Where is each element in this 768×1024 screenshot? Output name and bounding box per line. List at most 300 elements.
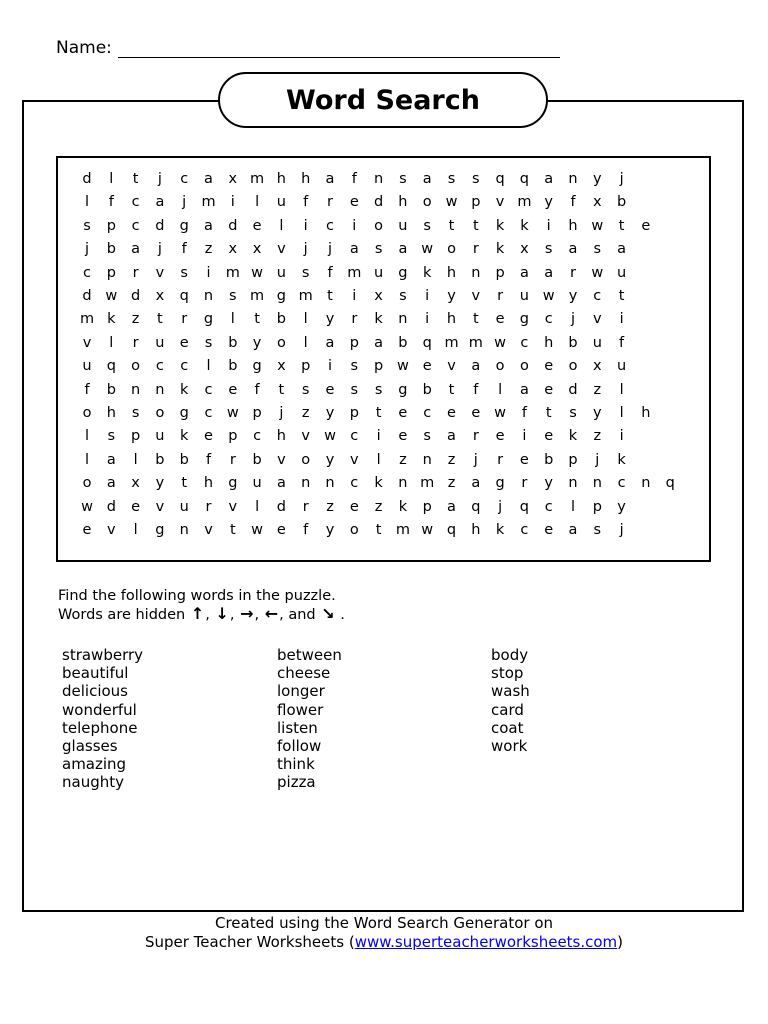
separator: , [254, 607, 260, 623]
grid-letter: h [203, 475, 214, 492]
grid-letter: e [544, 358, 554, 375]
word-list-column-3 [491, 646, 530, 755]
separator: , [205, 607, 210, 623]
instructions-line-2 [58, 605, 345, 624]
grid-letter: k [495, 241, 505, 258]
grid-letter: x [155, 288, 165, 304]
grid-letter: e [204, 428, 213, 445]
grid-letter: x [520, 241, 529, 258]
word-item: card [491, 700, 524, 719]
grid-letter: o [374, 217, 384, 234]
grid-letter: k [374, 311, 383, 328]
grid-letter: b [398, 334, 408, 351]
grid-letter: i [522, 428, 527, 445]
grid-letter: e [228, 381, 238, 398]
footer-line-2 [0, 933, 768, 952]
grid-letter: o [519, 358, 529, 375]
grid-letter: n [641, 475, 651, 492]
grid-letter: c [520, 334, 529, 351]
grid-letter: v [471, 288, 481, 304]
grid-letter: y [593, 405, 602, 421]
grid-letter: g [179, 217, 189, 234]
left-arrow-icon: ← [264, 604, 279, 623]
grid-letter: s [472, 171, 480, 187]
word-item: naughty [62, 773, 124, 792]
grid-letter: o [131, 358, 141, 375]
grid-letter: v [155, 498, 165, 515]
grid-letter: v [228, 498, 238, 515]
grid-letter: h [446, 311, 457, 328]
grid-letter: p [495, 264, 505, 281]
grid-letter: x [593, 194, 602, 211]
grid-letter: h [276, 171, 286, 187]
word-item: think [277, 755, 315, 774]
grid-letter: c [180, 358, 189, 375]
grid-letter: f [570, 194, 576, 211]
grid-letter: a [471, 475, 481, 492]
word-item: wonderful [62, 700, 137, 719]
grid-letter: s [423, 428, 431, 445]
grid-letter: e [252, 217, 262, 234]
grid-letter: l [255, 194, 260, 211]
grid-letter: h [301, 171, 311, 187]
grid-letter: l [376, 451, 381, 468]
grid-letter: f [619, 334, 625, 351]
grid-letter: v [301, 428, 310, 445]
grid-letter: o [422, 194, 432, 211]
grid-letter: d [82, 288, 92, 304]
grid-letter: g [228, 475, 238, 492]
grid-letter: m [444, 334, 459, 351]
grid-letter: m [250, 288, 265, 304]
grid-letter: b [616, 194, 627, 211]
grid-letter: d [276, 498, 286, 515]
grid-letter: k [568, 428, 578, 445]
grid-letter: f [84, 381, 90, 398]
grid-letter: a [106, 475, 116, 492]
grid-letter: e [276, 522, 286, 538]
grid-letter: s [180, 264, 188, 281]
grid-letter: c [520, 522, 529, 538]
grid-letter: f [303, 194, 309, 211]
grid-letter: i [230, 194, 235, 211]
grid-letter: q [519, 171, 529, 187]
grid-letter: s [350, 358, 359, 375]
grid-letter: a [131, 241, 141, 258]
grid-letter: r [497, 451, 504, 468]
grid-letter: f [351, 171, 357, 187]
page-title: Word Search [218, 72, 548, 128]
grid-letter: t [448, 381, 455, 398]
grid-letter: t [181, 475, 188, 492]
grid-letter: c [253, 428, 262, 445]
separator: , [229, 607, 235, 623]
grid-letter: o [447, 241, 456, 258]
name-line[interactable] [118, 39, 560, 58]
grid-letter: d [155, 217, 165, 234]
grid-letter: g [519, 311, 529, 328]
grid-letter: a [617, 241, 627, 258]
grid-letter: p [106, 217, 116, 234]
grid-letter: y [325, 311, 335, 328]
grid-letter: x [252, 241, 262, 258]
grid-letter: b [179, 451, 189, 468]
up-arrow-icon: ↑ [190, 604, 205, 623]
grid-letter: a [204, 171, 213, 187]
grid-letter: e [325, 381, 335, 398]
grid-letter: e [398, 428, 408, 445]
grid-letter: y [252, 334, 262, 351]
grid-letter: a [519, 381, 529, 398]
grid-letter: l [84, 428, 90, 445]
grid-letter: j [303, 241, 308, 258]
grid-letter: a [374, 334, 384, 351]
grid-letter: n [422, 451, 432, 468]
word-list-column-2 [277, 646, 342, 792]
grid-letter: g [179, 405, 189, 421]
grid-letter: r [472, 428, 479, 445]
grid-letter: o [155, 405, 165, 421]
grid-letter: s [301, 264, 310, 281]
grid-letter: k [495, 522, 505, 538]
grid-letter: w [105, 288, 118, 304]
grid-letter: u [276, 194, 286, 211]
grid-letter: o [495, 358, 505, 375]
grid-letter: x [228, 171, 238, 187]
grid-letter: x [593, 358, 602, 375]
grid-letter: u [82, 358, 92, 375]
grid-letter: r [327, 194, 333, 211]
grid-letter: p [349, 405, 359, 421]
grid-letter: l [84, 194, 90, 211]
grid-letter: x [277, 358, 286, 375]
grid-letter: z [374, 498, 383, 515]
grid-letter: b [155, 451, 165, 468]
grid-letter: h [106, 405, 116, 421]
grid-letter: j [157, 171, 162, 187]
grid-letter: j [595, 451, 600, 468]
grid-letter: f [254, 381, 260, 398]
grid-letter: y [325, 405, 335, 421]
footer-line-1: Created using the Word Search Generator on [214, 914, 554, 932]
grid-letter: y [447, 288, 456, 304]
grid-letter: w [591, 217, 604, 234]
grid-letter: i [376, 428, 381, 445]
grid-letter: b [106, 241, 116, 258]
grid-letter: m [420, 475, 435, 492]
grid-letter: q [106, 358, 116, 375]
grid-letter: p [373, 358, 384, 375]
grid-letter: h [276, 428, 286, 445]
grid-letter: m [225, 264, 240, 281]
grid-letter: q [495, 171, 505, 187]
grid-letter: p [471, 194, 481, 211]
grid-letter: z [399, 451, 407, 468]
grid-letter: h [544, 334, 554, 351]
grid-letter: w [226, 405, 239, 421]
word-item: work [491, 737, 528, 756]
down-arrow-icon: ↓ [215, 604, 229, 623]
grid-letter: k [179, 381, 189, 398]
grid-letter: w [81, 498, 93, 515]
grid-letter: a [276, 475, 286, 492]
grid-letter: o [301, 451, 311, 468]
grid-letter: n [203, 288, 214, 304]
grid-letter: w [396, 358, 409, 375]
grid-letter: q [446, 522, 457, 538]
grid-letter: t [229, 522, 236, 538]
grid-letter: e [471, 405, 481, 421]
word-item: between [277, 646, 342, 664]
grid-letter: s [204, 334, 213, 351]
grid-letter: e [131, 498, 141, 515]
grid-letter: t [132, 171, 139, 187]
grid-letter: h [446, 264, 457, 281]
grid-letter: v [593, 311, 602, 328]
grid-letter: c [544, 311, 553, 328]
grid-letter: k [398, 498, 408, 515]
word-item: beautiful [62, 664, 129, 683]
grid-letter: u [276, 264, 286, 281]
instructions-prefix: Words are hidden [58, 607, 186, 623]
grid-letter: u [592, 334, 602, 351]
grid-letter: a [447, 498, 456, 515]
grid-letter: r [205, 498, 212, 515]
grid-letter: j [157, 241, 162, 258]
grid-letter: g [398, 381, 408, 398]
grid-letter: a [349, 241, 359, 258]
grid-letter: p [422, 498, 432, 515]
grid-letter: p [568, 451, 578, 468]
grid-letter: e [544, 381, 554, 398]
grid-letter: s [374, 241, 383, 258]
grid-letter: y [568, 288, 578, 304]
grid-letter: v [495, 194, 505, 211]
grid-letter: n [568, 475, 578, 492]
grid-letter: r [302, 498, 309, 515]
grid-letter: a [568, 522, 578, 538]
grid-letter: e [349, 498, 359, 515]
grid-letter: b [544, 451, 554, 468]
grid-letter: w [251, 522, 264, 538]
grid-letter: c [544, 498, 553, 515]
grid-letter: l [255, 498, 260, 515]
grid-letter: q [179, 288, 189, 304]
grid-letter: s [593, 241, 602, 258]
grid-letter: q [519, 498, 529, 515]
grid-letter: w [421, 241, 434, 258]
grid-letter: r [132, 334, 139, 351]
grid-letter: g [276, 288, 286, 304]
grid-letter: p [130, 428, 141, 445]
grid-letter: g [155, 522, 165, 538]
instructions [58, 587, 345, 624]
grid-letter: v [447, 358, 456, 375]
name-field-row [56, 38, 560, 58]
grid-letter: n [155, 381, 165, 398]
grid-letter: f [521, 405, 527, 421]
word-item: wash [491, 682, 530, 701]
grid-letter: u [616, 358, 627, 375]
grid-letter: k [107, 311, 116, 328]
grid-letter: k [520, 217, 529, 234]
grid-letter: e [495, 311, 505, 328]
grid-letter: t [375, 522, 382, 538]
grid-letter: l [206, 358, 211, 375]
grid-letter: a [325, 334, 335, 351]
grid-letter: l [109, 171, 114, 187]
grid-letter: g [398, 264, 408, 281]
grid-letter: j [473, 451, 478, 468]
grid-letter: t [618, 217, 625, 234]
grid-letter: v [155, 264, 165, 281]
grid-letter: y [544, 194, 553, 211]
grid-letter: i [352, 288, 357, 304]
grid-letter: p [349, 334, 359, 351]
diagonal-arrow-icon: ↘ [321, 604, 335, 623]
grid-letter: k [374, 475, 383, 492]
grid-letter: f [108, 194, 114, 211]
grid-letter: e [447, 405, 456, 421]
grid-letter: h [568, 217, 578, 234]
grid-letter: r [351, 311, 358, 328]
grid-letter: t [254, 311, 260, 328]
grid-letter: i [425, 311, 430, 328]
grid-letter: s [107, 428, 116, 445]
grid-letter: e [519, 451, 529, 468]
grid-letter: c [155, 358, 164, 375]
grid-letter: n [592, 475, 602, 492]
grid-letter: m [517, 194, 532, 211]
grid-letter: l [498, 381, 503, 398]
grid-letter: c [131, 217, 140, 234]
grid-letter: e [82, 522, 92, 538]
grid-letter: k [495, 217, 505, 234]
grid-letter: w [591, 264, 604, 281]
grid-letter: w [421, 522, 434, 538]
grid-letter: z [593, 381, 602, 398]
grid-letter: d [130, 288, 141, 304]
grid-letter: a [325, 171, 335, 187]
grid-letter: y [325, 522, 335, 538]
grid-letter: r [472, 241, 479, 258]
grid-letter: a [544, 264, 554, 281]
grid-letter: e [422, 358, 432, 375]
grid-letter: c [204, 381, 213, 398]
grid-letter: w [542, 288, 555, 304]
grid-letter: p [592, 498, 602, 515]
grid-letter: l [619, 405, 624, 421]
grid-letter: f [181, 241, 187, 258]
grid-letter: b [106, 381, 116, 398]
grid-letter: i [303, 217, 308, 234]
word-item: listen [277, 718, 318, 737]
grid-letter: c [326, 217, 334, 234]
grid-letter: i [206, 264, 211, 281]
grid-letter: s [399, 171, 407, 187]
grid-letter: b [422, 381, 432, 398]
grid-letter: v [277, 241, 286, 258]
grid-letter: t [545, 405, 552, 421]
grid-letter: n [301, 475, 311, 492]
grid-letter: e [544, 522, 554, 538]
grid-letter: o [82, 475, 92, 492]
grid-letter: u [519, 288, 529, 304]
grid-letter: l [133, 451, 138, 468]
footer-link[interactable]: www.superteacherworksheets.com [354, 932, 618, 951]
word-item: strawberry [62, 646, 144, 664]
grid-letter: a [398, 241, 408, 258]
footer-prefix: Super Teacher Worksheets ( [144, 932, 355, 951]
grid-letter: o [82, 405, 92, 421]
grid-letter: e [641, 217, 651, 234]
grid-letter: u [616, 264, 627, 281]
grid-letter: q [665, 475, 675, 492]
word-item: flower [277, 700, 324, 719]
grid-letter: z [204, 241, 213, 258]
grid-letter: w [494, 334, 507, 351]
grid-letter: y [593, 171, 602, 187]
grid-letter: z [447, 451, 456, 468]
grid-letter: u [398, 217, 408, 234]
grid-letter: r [181, 311, 188, 328]
grid-letter: c [617, 475, 626, 492]
grid-letter: o [349, 522, 359, 538]
grid-letter: b [276, 311, 286, 328]
grid-letter: y [617, 498, 626, 515]
grid-letter: m [468, 334, 483, 351]
grid-letter: k [179, 428, 189, 445]
grid-letter: d [373, 194, 384, 211]
grid-letter: e [495, 428, 505, 445]
grid-letter: a [447, 428, 456, 445]
grid-letter: v [82, 334, 92, 351]
grid-letter: j [327, 241, 333, 258]
footer [0, 914, 768, 951]
grid-letter: m [250, 171, 265, 187]
grid-letter: c [350, 475, 359, 492]
grid-letter: s [83, 217, 91, 234]
grid-letter: p [106, 264, 116, 281]
grid-letter: n [398, 475, 408, 492]
grid-letter: l [109, 334, 114, 351]
grid-letter: p [301, 358, 311, 375]
grid-letter: z [447, 475, 456, 492]
grid-letter: t [472, 217, 479, 234]
grid-letter: b [228, 334, 238, 351]
grid-letter: y [325, 451, 335, 468]
grid-letter: n [130, 381, 141, 398]
right-arrow-icon: → [240, 604, 254, 623]
grid-letter: z [593, 428, 602, 445]
grid-letter: n [568, 171, 578, 187]
grid-letter: l [570, 498, 576, 515]
name-label: Name: [56, 38, 112, 58]
grid-letter: x [374, 288, 383, 304]
grid-letter: t [472, 311, 479, 328]
grid-letter: o [568, 358, 578, 375]
grid-letter: j [279, 405, 284, 421]
grid-letter: d [106, 498, 116, 515]
grid-letter: u [373, 264, 384, 281]
grid-letter: i [546, 217, 551, 234]
footer-suffix: ) [617, 932, 624, 951]
grid-letter: g [203, 311, 214, 328]
grid-letter: h [471, 522, 481, 538]
grid-letter: w [494, 405, 507, 421]
grid-letter: e [179, 334, 189, 351]
grid-letter: t [327, 288, 333, 304]
